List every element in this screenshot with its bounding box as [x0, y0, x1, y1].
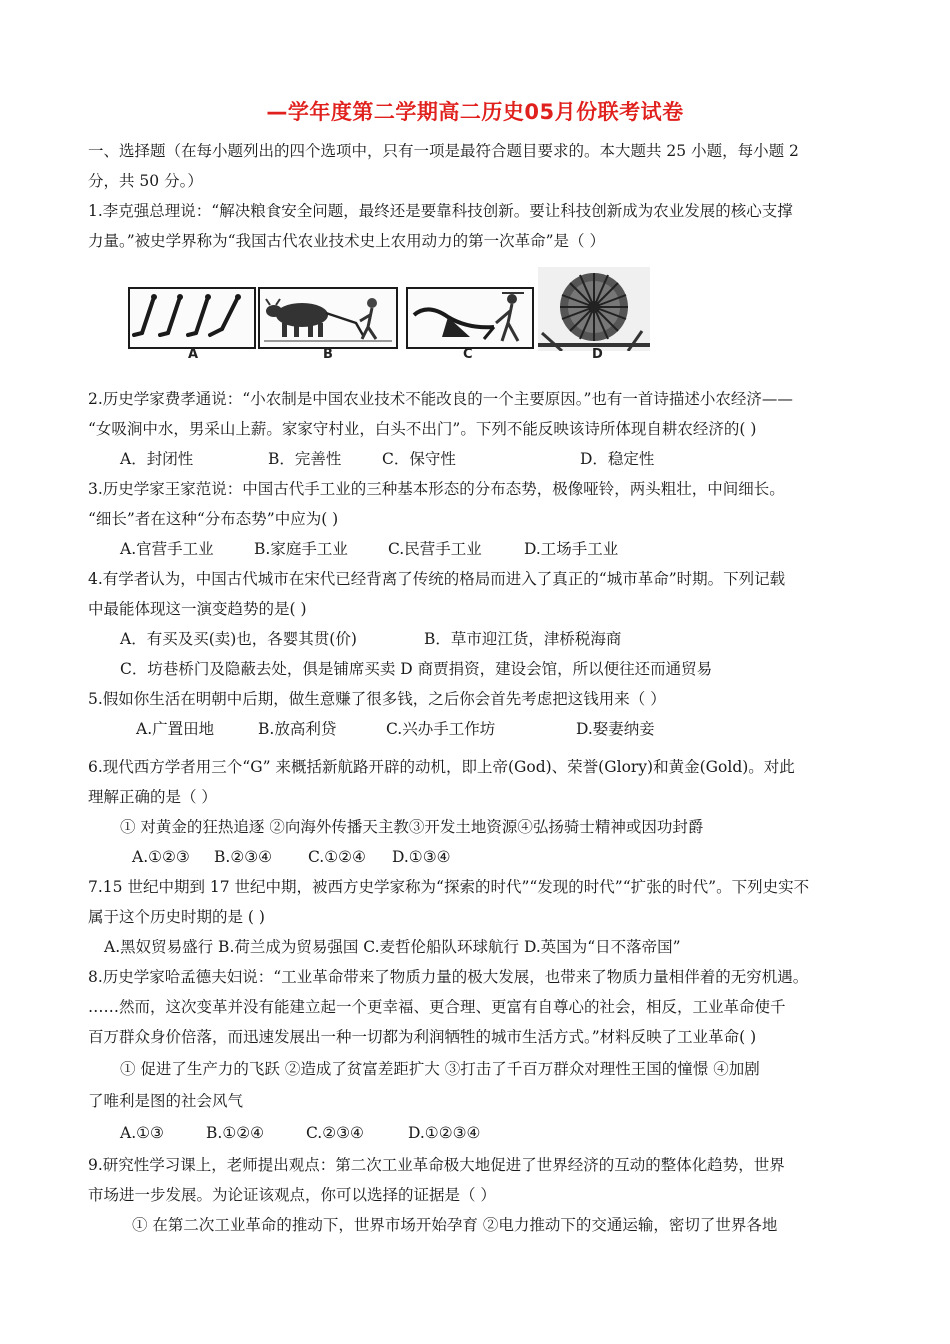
- q3-option-c: C.民营手工业: [388, 540, 482, 558]
- q2-option-b: B．完善性: [268, 450, 342, 468]
- q8-option-a: A.①③: [120, 1124, 164, 1142]
- q6-option-d: D.①③④: [392, 848, 451, 866]
- q3-stem-line-1: 3.历史学家王家范说：中国古代手工业的三种基本形态的分布态势，极像哑铃，两头粗壮，中间细长。: [88, 480, 785, 498]
- q8-statements-line-2: 了唯利是图的社会风气: [88, 1092, 244, 1110]
- q1-image-label-d: D: [592, 347, 603, 362]
- q4-stem-line-1: 4.有学者认为，中国古代城市在宋代已经背离了传统的格局而进入了真正的“城市革命”时期。下列记载: [88, 570, 786, 588]
- q2-option-d: D．稳定性: [580, 450, 655, 468]
- q8-option-d: D.①②③④: [408, 1124, 481, 1142]
- q3-option-d: D.工场手工业: [524, 540, 619, 558]
- q2-option-a: A．封闭性: [120, 450, 194, 468]
- q1-image-label-a: A: [188, 347, 199, 362]
- q3-option-b: B.家庭手工业: [254, 540, 348, 558]
- q1-image-c: [406, 287, 534, 349]
- q5-option-a: A.广置田地: [136, 720, 215, 738]
- q5-option-d: D.娶妻纳妾: [576, 720, 655, 738]
- q1-images: [128, 267, 650, 365]
- q3-option-a: A.官营手工业: [120, 540, 214, 558]
- q6-statements: ① 对黄金的狂热追逐 ②向海外传播天主教③开发土地资源④弘扬骑士精神或因功封爵: [120, 818, 704, 836]
- q7-stem-line-1: 7.15 世纪中期到 17 世纪中期，被西方史学家称为“探索的时代”“发现的时代”“扩张的时代”。下列史实不: [88, 878, 810, 896]
- q4-option-a: A．有买及买(卖)也，各婴其贯(价): [120, 630, 357, 648]
- q5-option-c: C.兴办手工作坊: [386, 720, 496, 738]
- farm-tools-icon: [130, 289, 254, 347]
- q4-stem-line-2: 中最能体现这一演变趋势的是( ): [88, 600, 307, 618]
- q6-option-a: A.①②③: [132, 848, 190, 866]
- q8-stem-line-1: 8.历史学家哈孟德夫妇说：“工业革命带来了物质力量的极大发展，也带来了物质力量相伴着的无穷机遇。: [88, 968, 809, 986]
- q5-stem: 5.假如你生活在明朝中后期，做生意赚了很多钱，之后你会首先考虑把这钱用来（ ）: [88, 690, 666, 708]
- section-header-line-1: 一、选择题（在每小题列出的四个选项中，只有一项是最符合题目要求的。本大题共 25 小题，每小题 2: [88, 142, 799, 160]
- q2-stem-line-2: “女吸涧中水，男采山上薪。家家守村业，白头不出门”。下列不能反映该诗所体现自耕农经济的( ): [88, 420, 757, 438]
- q6-option-b: B.②③④: [214, 848, 273, 866]
- q7-options: A.黑奴贸易盛行 B.荷兰成为贸易强国 C.麦哲伦船队环球航行 D.英国为“日不落帝国”: [104, 938, 681, 956]
- q8-option-b: B.①②④: [206, 1124, 265, 1142]
- q2-option-c: C．保守性: [382, 450, 456, 468]
- q8-statements-line-1: ① 促进了生产力的飞跃 ②造成了贫富差距扩大 ③打击了千百万群众对理性王国的憧憬 ④加剧: [120, 1060, 760, 1078]
- q6-option-c: C.①②④: [308, 848, 366, 866]
- plough-icon: [408, 289, 532, 347]
- q1-stem-line-1: 1.李克强总理说：“解决粮食安全问题，最终还是要靠科技创新。要让科技创新成为农业发展的核心支撑: [88, 202, 793, 220]
- q7-stem-line-2: 属于这个历史时期的是 ( ): [88, 908, 265, 926]
- section-header-line-2: 分，共 50 分。）: [88, 172, 203, 190]
- q3-stem-line-2: “细长”者在这种“分布态势”中应为( ): [88, 510, 339, 528]
- exam-title: —学年度第二学期高二历史05月份联考试卷: [266, 100, 684, 124]
- q9-statements-line-1: ① 在第二次工业革命的推动下，世界市场开始孕育 ②电力推动下的交通运输，密切了世界各地: [132, 1216, 778, 1234]
- q9-stem-line-1: 9.研究性学习课上，老师提出观点：第二次工业革命极大地促进了世界经济的互动的整体化趋势，世界: [88, 1156, 785, 1174]
- q5-option-b: B.放高利贷: [258, 720, 337, 738]
- q1-image-b: [258, 287, 398, 349]
- q6-stem-line-1: 6.现代西方学者用三个“G” 来概括新航路开辟的动机，即上帝(God)、荣誉(Glory)和黄金(Gold)。对此: [88, 758, 795, 776]
- q8-stem-line-2: ……然而，这次变革并没有能建立起一个更幸福、更合理、更富有自尊心的社会，相反，工业革命使千: [88, 998, 786, 1016]
- q8-option-c: C.②③④: [306, 1124, 364, 1142]
- q1-image-d: [538, 267, 650, 351]
- q6-stem-line-2: 理解正确的是（ ）: [88, 788, 217, 806]
- q4-option-b: B．草市迎江货，津桥税海商: [424, 630, 622, 648]
- ox-plough-icon: [260, 289, 396, 347]
- waterwheel-icon: [538, 267, 650, 351]
- q1-stem-line-2: 力量。”被史学界称为“我国古代农业技术史上农用动力的第一次革命”是（ ）: [88, 232, 605, 250]
- q1-image-label-c: C: [463, 347, 473, 362]
- q9-stem-line-2: 市场进一步发展。为论证该观点，你可以选择的证据是（ ）: [88, 1186, 496, 1204]
- q1-image-a: [128, 287, 256, 349]
- q2-stem-line-1: 2.历史学家费孝通说：“小农制是中国农业技术不能改良的一个主要原因。”也有一首诗描述小农经济——: [88, 390, 793, 408]
- q4-options-cd: C．坊巷桥门及隐蔽去处，俱是铺席买卖 D 商贾捐资，建设会馆，所以便往还而通贸易: [120, 660, 713, 678]
- q1-image-label-b: B: [323, 347, 333, 362]
- q8-stem-line-3: 百万群众身价倍落，而迅速发展出一种一切都为利润牺牲的城市生活方式。”材料反映了工业革命( ): [88, 1028, 757, 1046]
